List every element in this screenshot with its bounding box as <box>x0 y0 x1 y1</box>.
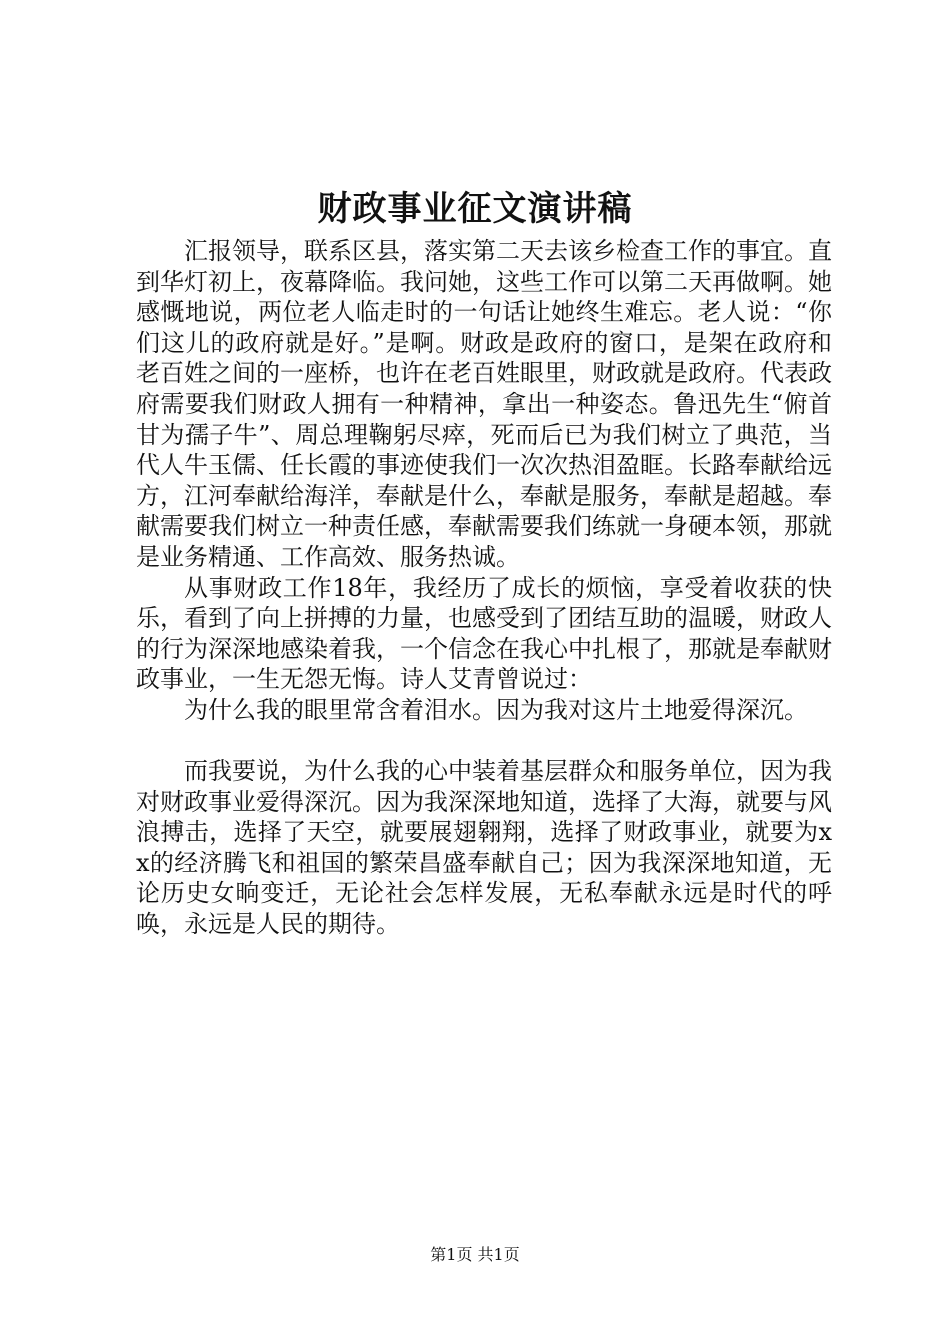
document-title: 财政事业征文演讲稿 <box>317 189 633 229</box>
paragraph-4: 而我要说，为什么我的心中装着基层群众和服务单位，因为我对财政事业爱得深沉。因为我深深地知道，选择了大海，就要与风浪搏击，选择了天空，就要展翅翱翔，选择了财政事业，就要为xx的经济腾飞和祖国的繁荣昌盛奉献自己；因为我深深地知道，无论历史女晌变迁，无论社会怎样发展，无私奉献永远是时代的呼唤，永远是人民的期待。 <box>136 757 832 939</box>
paragraph-1: 汇报领导，联系区县，落实第二天去该乡检查工作的事宜。直到华灯初上，夜幕降临。我问她，这些工作可以第二天再做啊。她感慨地说，两位老人临走时的一句话让她终生难忘。老人说：“你们这儿的政府就是好。”是啊。财政是政府的窗口，是架在政府和老百姓之间的一座桥，也许在老百姓眼里，财政就是政府。代表政府需要我们财政人拥有一种精神，拿出一种姿态。鲁迅先生“俯首甘为孺子牛”、周总理鞠躬尽瘁，死而后已为我们树立了典范，当代人牛玉儒、任长霞的事迹使我们一次次热泪盈眶。长路奉献给远方，江河奉献给海洋，奉献是什么，奉献是服务，奉献是超越。奉献需要我们树立一种责任感，奉献需要我们练就一身硬本领，那就是业务精通、工作高效、服务热诚。 <box>136 237 832 571</box>
paragraph-3-quote: 为什么我的眼里常含着泪水。因为我对这片土地爱得深沉。 <box>184 695 808 724</box>
paragraph-2: 从事财政工作18年，我经历了成长的烦恼，享受着收获的快乐，看到了向上拼搏的力量，也感受到了团结互助的温暖，财政人的行为深深地感染着我，一个信念在我心中扎根了，那就是奉献财政事业，一生无怨无悔。诗人艾青曾说过： <box>136 573 832 694</box>
document-body <box>136 236 832 940</box>
page-footer: 第1页 共1页 <box>430 1245 520 1264</box>
blank-line <box>136 726 832 757</box>
